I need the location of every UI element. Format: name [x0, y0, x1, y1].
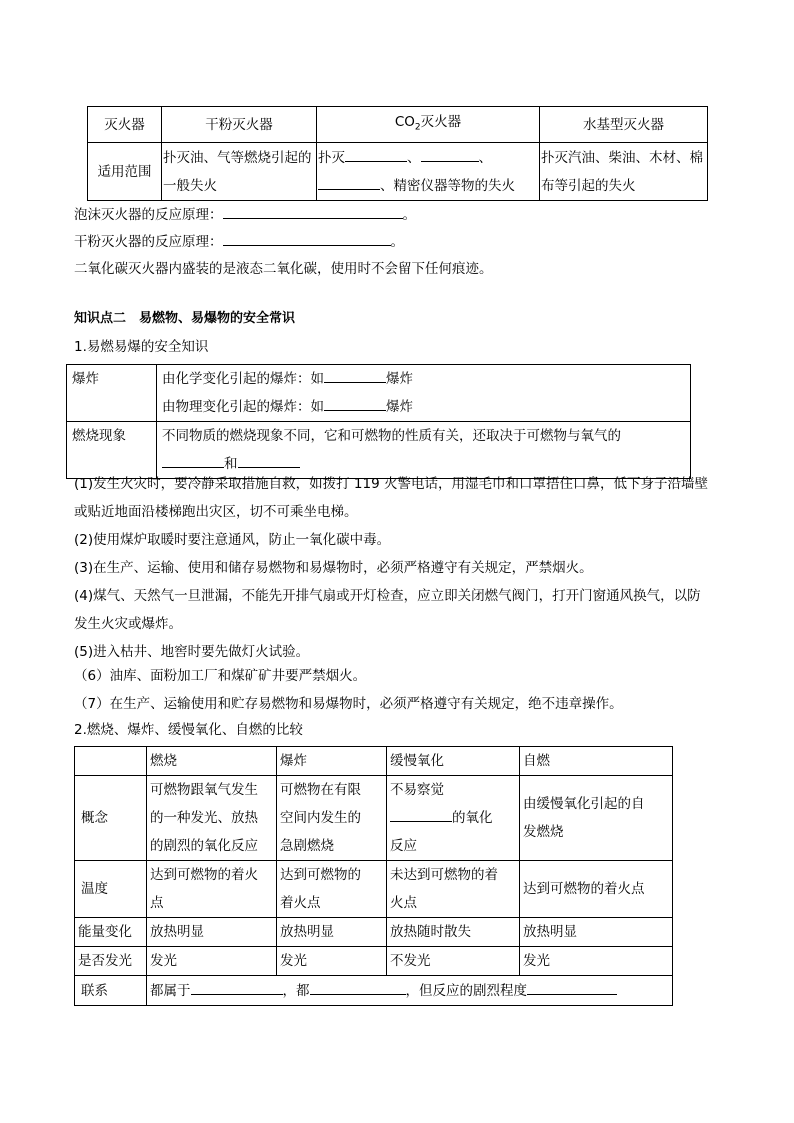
blank-field [238, 451, 300, 468]
blank-field [318, 173, 380, 190]
safety-item-3: (3)在生产、运输、使用和储存易燃物和易爆物时，必须严格遵守有关规定，严禁烟火。 [74, 560, 593, 576]
blank-field [390, 805, 452, 822]
concept-spontaneous: 由缓慢氧化引起的自 发燃烧 [520, 776, 673, 861]
safety-item-4-cont: 发生火灾或爆炸。 [74, 616, 182, 632]
light-slow-oxidation: 不发光 [387, 947, 520, 976]
subsection-title-1: 1.易燃易爆的安全知识 [74, 339, 209, 355]
combustion-phenomena: 不同物质的燃烧现象不同，它和可燃物的性质有关，还取决于可燃物与氧气的 和 [157, 422, 691, 479]
water-scope: 扑灭汽油、柴油、木材、棉 布等引起的失火 [540, 143, 708, 201]
dry-powder-scope: 扑灭油、气等燃烧引起的 一般失火 [162, 143, 317, 201]
subsection-title-2: 2.燃烧、爆炸、缓慢氧化、自燃的比较 [74, 722, 303, 738]
safety-item-4: (4)煤气、天然气一旦泄漏，不能先开排气扇或开灯检查，应立即关闭燃气阀门，打开门窗通风换气，以防 [74, 588, 701, 604]
concept-burning: 可燃物跟氧气发生 的一种发光、放热 的剧烈的氧化反应 [147, 776, 277, 861]
header-spontaneous: 自燃 [520, 747, 673, 776]
blank-field [324, 394, 386, 411]
header-explosion: 爆炸 [277, 747, 387, 776]
header-burning: 燃烧 [147, 747, 277, 776]
blank-field [223, 229, 391, 246]
temp-spontaneous: 达到可燃物的着火点 [520, 861, 673, 918]
header-empty [75, 747, 147, 776]
co2-note: 二氧化碳灭火器内盛装的是液态二氧化碳，使用时不会留下任何痕迹。 [74, 261, 493, 277]
safety-item-1: (1)发生火灾时，要冷静采取措施自救，如拨打 119 火警电话，用湿毛巾和口罩捂住口鼻，低下身子沿墙壁 [74, 476, 708, 492]
safety-item-5: (5)进入枯井、地窖时要先做灯火试验。 [74, 644, 310, 660]
comparison-table [74, 746, 673, 1006]
header-water: 水基型灭火器 [540, 107, 708, 143]
energy-burning: 放热明显 [147, 918, 277, 947]
light-spontaneous: 发光 [520, 947, 673, 976]
safety-item-2: (2)使用煤炉取暖时要注意通风，防止一氧化碳中毒。 [74, 532, 391, 548]
light-explosion: 发光 [277, 947, 387, 976]
row-label-explosion: 爆炸 [67, 365, 157, 422]
row-label-energy: 能量变化 [75, 918, 147, 947]
blank-field [191, 978, 283, 995]
blank-field [310, 978, 406, 995]
blank-field [324, 366, 386, 383]
blank-field [421, 145, 479, 162]
header-slow-oxidation: 缓慢氧化 [387, 747, 520, 776]
row-label-scope: 适用范围 [88, 143, 162, 201]
blank-field [527, 978, 617, 995]
explosion-table [66, 364, 691, 479]
safety-item-7: （7）在生产、运输使用和贮存易燃物和易爆物时，必须严格遵守有关规定，绝不违章操作。 [74, 696, 623, 712]
row-label-relation: 联系 [75, 976, 147, 1006]
energy-slow-oxidation: 放热随时散失 [387, 918, 520, 947]
foam-principle: 泡沫灭火器的反应原理： 。 [74, 201, 416, 229]
energy-spontaneous: 放热明显 [520, 918, 673, 947]
temp-burning: 达到可燃物的着火 点 [147, 861, 277, 918]
header-dry-powder: 干粉灭火器 [162, 107, 317, 143]
extinguisher-table [87, 106, 708, 201]
header-extinguisher: 灭火器 [88, 107, 162, 143]
powder-principle: 干粉灭火器的反应原理： 。 [74, 228, 404, 256]
section-title: 知识点二 易燃物、易爆物的安全常识 [74, 311, 296, 326]
explosion-types: 由化学变化引起的爆炸：如 爆炸 由物理变化引起的爆炸：如 爆炸 [157, 365, 691, 422]
row-label-light: 是否发光 [75, 947, 147, 976]
energy-explosion: 放热明显 [277, 918, 387, 947]
temp-explosion: 达到可燃物的 着火点 [277, 861, 387, 918]
row-label-temperature: 温度 [75, 861, 147, 918]
concept-slow-oxidation: 不易察觉 的氧化 反应 [387, 776, 520, 861]
row-label-concept: 概念 [75, 776, 147, 861]
header-co2: $CO_2$灭火器 [317, 107, 540, 143]
blank-field [223, 202, 403, 219]
blank-field [162, 451, 224, 468]
concept-explosion: 可燃物在有限 空间内发生的 急剧燃烧 [277, 776, 387, 861]
temp-slow-oxidation: 未达到可燃物的着 火点 [387, 861, 520, 918]
safety-item-1-cont: 或贴近地面沿楼梯跑出灾区，切不可乘坐电梯。 [74, 504, 358, 520]
safety-item-6: （6）油库、面粉加工厂和煤矿矿井要严禁烟火。 [74, 668, 367, 684]
co2-scope: 扑灭 、 、 、精密仪器等物的失火 [317, 143, 540, 201]
row-label-combustion: 燃烧现象 [67, 422, 157, 479]
blank-field [345, 145, 407, 162]
relation-content: 都属于 ，都 ，但反应的剧烈程度 [147, 976, 673, 1006]
light-burning: 发光 [147, 947, 277, 976]
